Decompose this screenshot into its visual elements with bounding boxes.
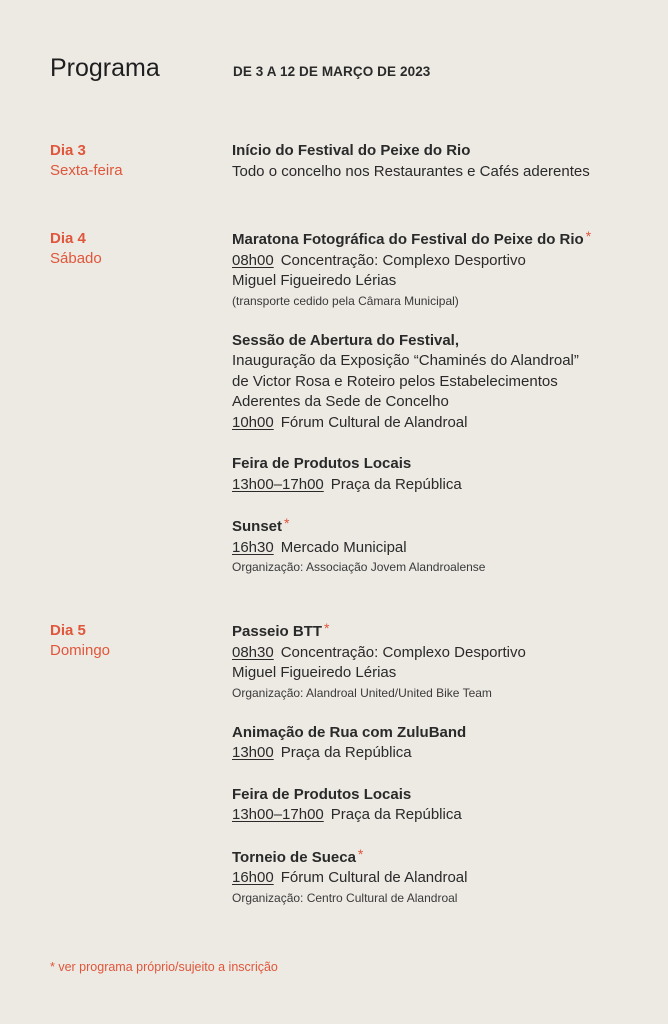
event-title-text: Passeio BTT [232, 623, 323, 640]
page-title: Programa [50, 54, 160, 82]
event-place: Praça da República [280, 744, 412, 761]
event-title [232, 229, 648, 251]
event-list [232, 229, 648, 576]
day-weekday: Domingo [50, 642, 111, 659]
day-label [50, 229, 230, 269]
event-list [232, 621, 648, 907]
day-section-5 [50, 621, 648, 928]
event-time-place [232, 475, 648, 496]
event-time-place [232, 743, 648, 764]
event-place: Mercado Municipal [280, 538, 407, 556]
event-item [232, 229, 648, 310]
registration-asterisk: * [324, 620, 330, 636]
event-item [232, 454, 648, 495]
event-place: Praça da República [330, 475, 462, 493]
event-title: Feira de Produtos Locais [232, 455, 412, 472]
event-title [232, 516, 648, 538]
day-weekday: Sexta-feira [50, 162, 123, 179]
day-number: Dia 3 [50, 142, 86, 159]
event-time: 08h00 [232, 251, 274, 269]
registration-asterisk: * [357, 845, 364, 862]
event-note: Organização: Centro Cultural de Alandroal [232, 890, 458, 905]
day-number: Dia 5 [50, 622, 86, 639]
event-time: 16h30 [232, 538, 274, 556]
event-time-place [232, 538, 648, 559]
event-description: Todo o concelho nos Restaurantes e Cafés aderentes [232, 162, 590, 180]
event-time: 16h00 [232, 869, 274, 886]
registration-asterisk: * [585, 228, 592, 244]
event-title: Sessão de Abertura do Festival, [232, 331, 460, 349]
event-title: Animação de Rua com ZuluBand [232, 723, 467, 741]
event-time: 13h00 [232, 744, 274, 761]
event-place-continued: Miguel Figueiredo Lérias [232, 664, 397, 681]
event-time: 08h30 [232, 643, 274, 661]
event-time-place [232, 805, 648, 826]
day-section-3 [50, 141, 648, 203]
event-title [232, 621, 648, 643]
event-item [232, 723, 648, 764]
event-note: Organização: Associação Jovem Alandroalense [232, 560, 486, 574]
event-item [232, 621, 648, 702]
event-time: 10h00 [232, 413, 274, 431]
event-title [232, 847, 648, 869]
registration-asterisk: * [284, 515, 290, 531]
event-description: Inauguração da Exposição “Chaminés do Alandroal” [232, 352, 579, 369]
event-title-text: Torneio de Sueca [232, 848, 356, 866]
event-item [232, 516, 648, 576]
event-time-place [232, 251, 648, 272]
event-item [232, 785, 648, 826]
event-time: 13h00–17h00 [232, 475, 324, 493]
event-time-place [232, 643, 648, 664]
day-label [50, 141, 230, 181]
footnote: * ver programa próprio/sujeito a inscrição [50, 960, 278, 974]
event-item [232, 141, 648, 182]
event-time-place [232, 413, 648, 434]
day-weekday: Sábado [50, 250, 102, 267]
day-label [50, 621, 230, 661]
day-number: Dia 4 [50, 230, 86, 247]
event-place: Praça da República [330, 806, 462, 823]
event-note: Organização: Alandroal United/United Bike Team [232, 685, 492, 700]
event-title: Feira de Produtos Locais [232, 785, 412, 803]
event-list [232, 141, 648, 182]
event-time: 13h00–17h00 [232, 806, 324, 823]
event-title: Início do Festival do Peixe do Rio [232, 142, 471, 159]
event-place: Concentração: Complexo Desportivo [280, 251, 526, 269]
event-place-continued: Miguel Figueiredo Lérias [232, 272, 397, 289]
event-place: Fórum Cultural de Alandroal [280, 413, 468, 431]
event-note: (transporte cedido pela Câmara Municipal) [232, 293, 459, 308]
event-item [232, 847, 648, 907]
date-range: DE 3 A 12 DE MARÇO DE 2023 [233, 64, 431, 79]
event-place: Concentração: Complexo Desportivo [280, 643, 526, 661]
day-section-4 [50, 229, 648, 597]
event-title-text: Sunset [232, 518, 283, 535]
event-item [232, 331, 648, 434]
event-place: Fórum Cultural de Alandroal [280, 869, 468, 886]
event-description: Aderentes da Sede de Concelho [232, 393, 449, 410]
event-description: de Victor Rosa e Roteiro pelos Estabelecimentos [232, 372, 558, 390]
event-time-place [232, 868, 648, 889]
event-title-text: Maratona Fotográfica do Festival do Peixe do Rio [232, 231, 584, 248]
header [50, 54, 638, 83]
